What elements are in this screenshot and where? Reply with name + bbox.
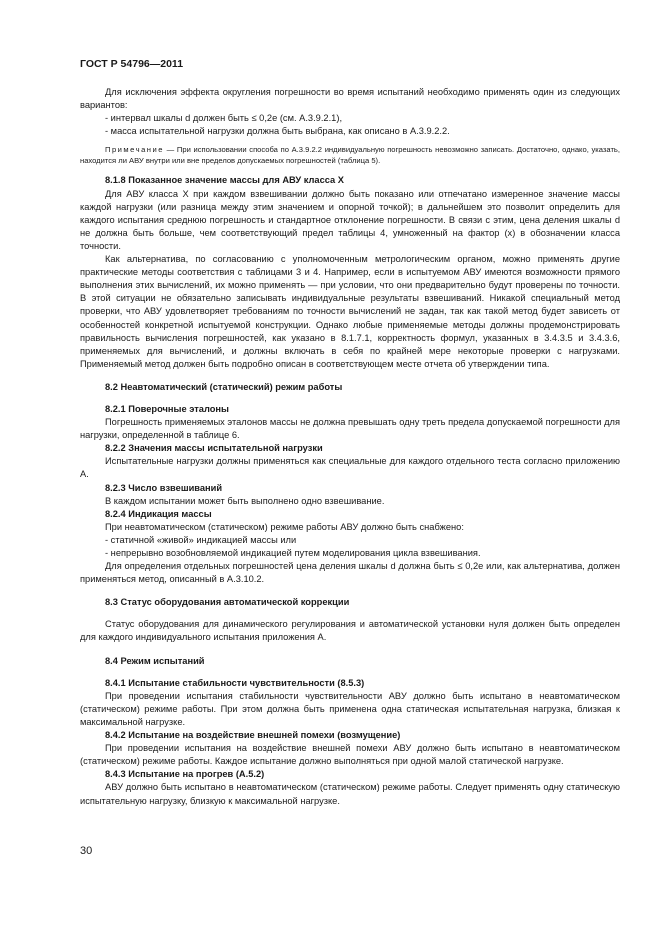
paragraph: Для АВУ класса X при каждом взвешивании должно быть показано или отпечатано измеренное значение массы каждой нагрузки (или разница между этим значением и опорной точкой); в дальнейшем это позволит определить для каждого испытания среднюю погрешность и стандартное отклонение погрешности. В связи с этим, цена деления шкалы d не должна быть больше, чем соответствующий предел таблицы 4, умноженный на фактор (х) в обозначении класса точности.: [80, 188, 620, 251]
list-item: - непрерывно возобновляемой индикацией путем моделирования цикла взвешивания.: [105, 548, 481, 558]
paragraph: При проведении испытания стабильности чувствительности АВУ должно быть испытано в неавтоматическом (статическом) режиме работы. При этом должна быть применена одна статическая испытательная нагрузка, близкая к максимальной нагрузке.: [80, 690, 620, 727]
heading-8-2: 8.2 Неавтоматический (статический) режим работы: [105, 381, 343, 392]
paragraph: Испытательные нагрузки должны применяться как специальные для каждого отдельного теста согласно приложению А.: [80, 456, 620, 480]
paragraph: Как альтернатива, по согласованию с уполномоченным метрологическим органом, можно применять другие практические методы соответствия с таблицами 3 и 4. Например, если в испытуемом АВУ имеются возможности прямого выполнения этих вычислений, их можно применять — при условии, что они предварительно будут проверены по точности. В этой ситуации не обязательно записывать индивидуальные результаты взвешиваний. Никакой специальный метод проверки, что АВУ удовлетворяет требованиям по точности вычислений не задан, так как такой метод будет зависеть от особенностей конкретной испытуемой конструкции. Однако любые применяемые методы должны продемонстрировать правильность вычисления погрешностей, как указано в 8.1.7.1, корректность формул, указанных в 3.4.3.5 и 3.4.3.6, применяемых для вычислений, и должны включать в себя по крайней мере некоторые проверки с нагрузками. Применяемый метод должен быть подробно описан в соответствующем месте отчета об утверждении типа.: [80, 254, 620, 369]
heading-8-2-2: 8.2.2 Значения массы испытательной нагрузки: [105, 443, 323, 454]
intro-list-item: - масса испытательной нагрузки должна быть выбрана, как описано в А.3.9.2.2.: [105, 126, 450, 137]
heading-8-3: 8.3 Статус оборудования автоматической коррекции: [105, 597, 350, 608]
heading-8-4: 8.4 Режим испытаний: [105, 655, 205, 666]
heading-8-4-2: 8.4.2 Испытание на воздействие внешней помехи (возмущение): [105, 730, 401, 741]
note-label: Примечание: [105, 145, 164, 155]
paragraph: АВУ должно быть испытано в неавтоматическом (статическом) режиме работы. Следует применять одну статическую испытательную нагрузку, близкую к максимальной нагрузке.: [80, 782, 620, 806]
paragraph: Для определения отдельных погрешностей цена деления шкалы d должна быть ≤ 0,2e или, как альтернатива, должен применяться метод, описанный в А.3.10.2.: [80, 561, 620, 585]
paragraph: В каждом испытании может быть выполнено одно взвешивание.: [105, 495, 385, 506]
document-page: [80, 58, 620, 808]
paragraph: Статус оборудования для динамического регулирования и автоматической установки нуля должен быть определен для каждого индивидуального испытания приложения А.: [80, 619, 620, 643]
page-number: 30: [80, 845, 93, 857]
paragraph: Погрешность применяемых эталонов массы не должна превышать одну треть предела допускаемой погрешности для нагрузки, определенной в таблице 6.: [80, 417, 620, 441]
intro-list-item: - интервал шкалы d должен быть ≤ 0,2e (см. А.3.9.2.1),: [105, 113, 343, 124]
heading-8-2-4: 8.2.4 Индикация массы: [105, 508, 212, 519]
heading-8-1-8: 8.1.8 Показанное значение массы для АВУ класса X: [105, 175, 345, 186]
list-item: - статичной «живой» индикацией массы или: [105, 534, 297, 545]
paragraph: При неавтоматическом (статическом) режиме работы АВУ должно быть снабжено:: [105, 521, 464, 532]
heading-8-4-3: 8.4.3 Испытание на прогрев (А.5.2): [105, 769, 265, 780]
intro-paragraph: Для исключения эффекта округления погрешности во время испытаний необходимо применять один из следующих вариантов:: [80, 87, 620, 111]
note-text: — При использовании способа по А.3.9.2.2 индивидуальную погрешность невозможно записать. Достаточно, однако, указать, находится ли АВУ внутри или вне пределов допускаемых погрешностей (таблица 5).: [80, 145, 620, 166]
heading-8-2-1: 8.2.1 Поверочные эталоны: [105, 403, 229, 414]
heading-8-4-1: 8.4.1 Испытание стабильности чувствительности (8.5.3): [105, 677, 365, 688]
document-header: ГОСТ Р 54796—2011: [80, 58, 184, 70]
paragraph: При проведении испытания на воздействие внешней помехи АВУ должно быть испытано в неавтоматическом (статическом) режиме работы. Каждое испытание должно выполняться при одной малой статической нагрузке.: [80, 743, 620, 767]
note: [80, 144, 620, 166]
heading-8-2-3: 8.2.3 Число взвешиваний: [105, 482, 223, 493]
